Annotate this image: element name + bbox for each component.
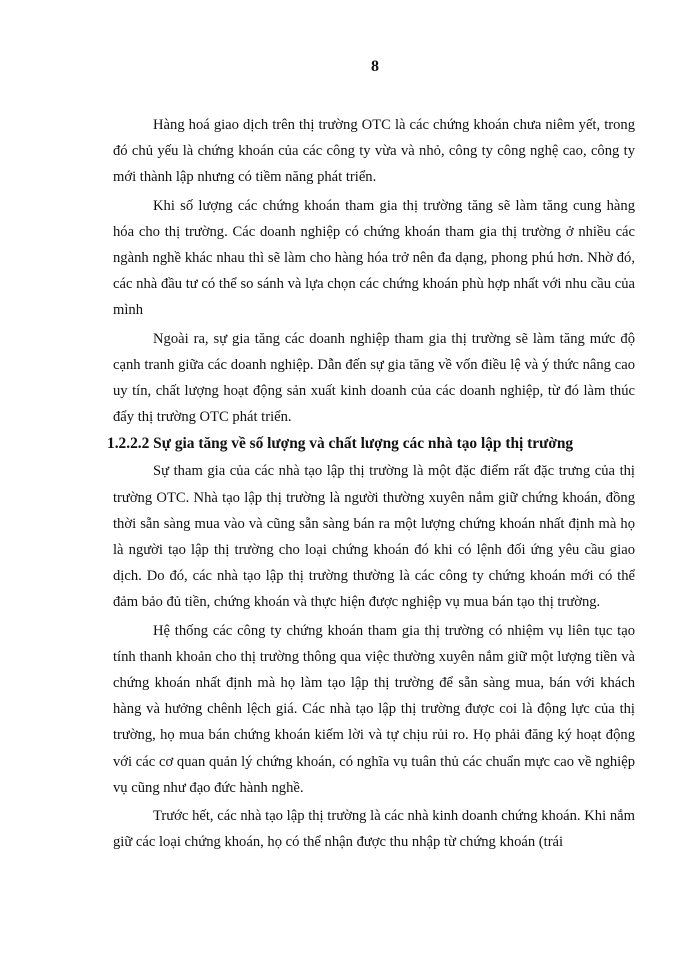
- document-body: [107, 112, 635, 857]
- section-heading: 1.2.2.2 Sự gia tăng về số lượng và chất lượng các nhà tạo lập thị trường: [107, 435, 574, 453]
- paragraph-competition: Ngoài ra, sự gia tăng các doanh nghiệp tham gia thị trường sẽ làm tăng mức độ cạnh tranh giữa các doanh nghiệp. Dẫn đến sự gia tăng về vốn điều lệ và ý thức nâng cao uy tín, chất lượng hoạt động sản xuất kinh doanh của các doanh nghiệp, từ đó làm thúc đẩy thị trường OTC phát triển.: [113, 330, 635, 426]
- paragraph-liquidity: Hệ thống các công ty chứng khoán tham gia thị trường có nhiệm vụ liên tục tạo tính thanh khoản cho thị trường thông qua việc thường xuyên nắm giữ một lượng tiền và chứng khoán nhất định mà họ làm tạo lập thị trường để sẵn sàng mua, bán với khách hàng và hưởng chênh lệch giá. Các nhà tạo lập thị trường được coi là động lực của thị trường, họ mua bán chứng khoán kiếm lời và tự chịu rủi ro. Họ phải đăng ký hoạt động với các cơ quan quản lý chứng khoán, có nghĩa vụ tuân thủ các chuẩn mực cao về nghiệp vụ cũng như đạo đức hành nghề.: [113, 622, 635, 796]
- paragraph-market-makers: Sự tham gia của các nhà tạo lập thị trường là một đặc điểm rất đặc trưng của thị trường OTC. Nhà tạo lập thị trường là người thường xuyên nắm giữ chứng khoán, đồng thời sẵn sàng mua vào và cũng sẵn sàng bán ra một lượng chứng khoán nhất định mà họ là người tạo lập thị trường cho loại chứng khoán đó khi có lệnh đối ứng yêu cầu giao dịch. Do đó, các nhà tạo lập thị trường thường là các công ty chứng khoán mới có thể đảm bảo đủ tiền, chứng khoán và thực hiện được nghiệp vụ mua bán tạo thị trường.: [113, 463, 635, 611]
- page-number: 8: [371, 58, 379, 75]
- paragraph-otc-goods: Hàng hoá giao dịch trên thị trường OTC là các chứng khoán chưa niêm yết, trong đó chủ yếu là chứng khoán của các công ty vừa và nhỏ, công ty công nghệ cao, công ty mới thành lập nhưng có tiềm năng phát triển.: [113, 117, 635, 186]
- paragraph-supply-increase: Khi số lượng các chứng khoán tham gia thị trường tăng sẽ làm tăng cung hàng hóa cho thị trường. Các doanh nghiệp có chứng khoán tham gia thị trường ở nhiều các ngành nghề khác nhau thì sẽ làm cho hàng hóa trở nên đa dạng, phong phú hơn. Nhờ đó, các nhà đầu tư có thể so sánh và lựa chọn các chứng khoán phù hợp nhất với nhu cầu của mình: [113, 197, 635, 319]
- paragraph-securities-dealers: Trước hết, các nhà tạo lập thị trường là các nhà kinh doanh chứng khoán. Khi nắm giữ các loại chứng khoán, họ có thể nhận được thu nhập từ chứng khoán (trái: [113, 808, 635, 851]
